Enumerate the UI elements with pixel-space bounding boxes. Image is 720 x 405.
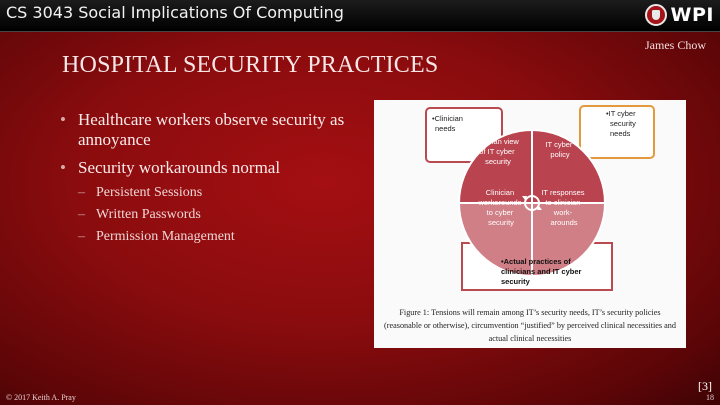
actual-practices-label: •Actual practices of clinicians and IT cyber security [501, 257, 582, 286]
tension-diagram-figure [374, 100, 686, 348]
figure-caption: Figure 1: Tensions will remain among IT’s security needs, IT’s security policies (reasonable or otherwise), circumvention “justified” by perceived clinical necessities and actual clinical necessities [384, 308, 676, 343]
author-name: James Chow [645, 38, 706, 52]
it-responses-label: IT responses to clinician work- arounds [541, 188, 585, 227]
it-policy-label: IT cyber policy [545, 140, 573, 159]
sub-bullet-item [78, 206, 360, 224]
clinician-workarounds-label: Clinician workarounds to cyber security [478, 188, 522, 227]
sub-bullet-text: Written Passwords [96, 207, 201, 222]
dash-glyph: – [78, 185, 85, 200]
copyright-footer: © 2017 Keith A. Pray [6, 393, 76, 402]
page-number: 18 [706, 393, 714, 402]
reference-marker: [3] [698, 379, 712, 393]
wpi-wordmark: WPI [670, 4, 714, 26]
dash-glyph: – [78, 229, 85, 244]
bullet-item [60, 110, 360, 150]
course-title: CS 3043 Social Implications Of Computing [6, 3, 344, 22]
sub-bullet-item [78, 228, 360, 246]
dash-glyph: – [78, 207, 85, 222]
clinician-view-label: clinician view of IT cyber security [475, 137, 519, 166]
wpi-seal-icon [645, 4, 667, 26]
slide-title: HOSPITAL SECURITY PRACTICES [62, 52, 439, 78]
bullet-list [60, 110, 360, 254]
sub-bullet-item [78, 184, 360, 202]
sub-bullet-text: Permission Management [96, 229, 235, 244]
title-bar [0, 0, 720, 32]
wpi-logo [645, 3, 714, 27]
clinician-needs-label: •Clinician needs [432, 114, 463, 133]
bullet-text: Security workarounds normal [78, 158, 281, 177]
it-needs-label: •IT cyber security needs [606, 109, 636, 138]
bullet-dot: • [60, 110, 66, 129]
bullet-item [60, 158, 360, 246]
sub-bullet-list [78, 184, 360, 246]
bullet-dot: • [60, 158, 66, 177]
sub-bullet-text: Persistent Sessions [96, 185, 203, 200]
bullet-text: Healthcare workers observe security as annoyance [78, 110, 345, 149]
